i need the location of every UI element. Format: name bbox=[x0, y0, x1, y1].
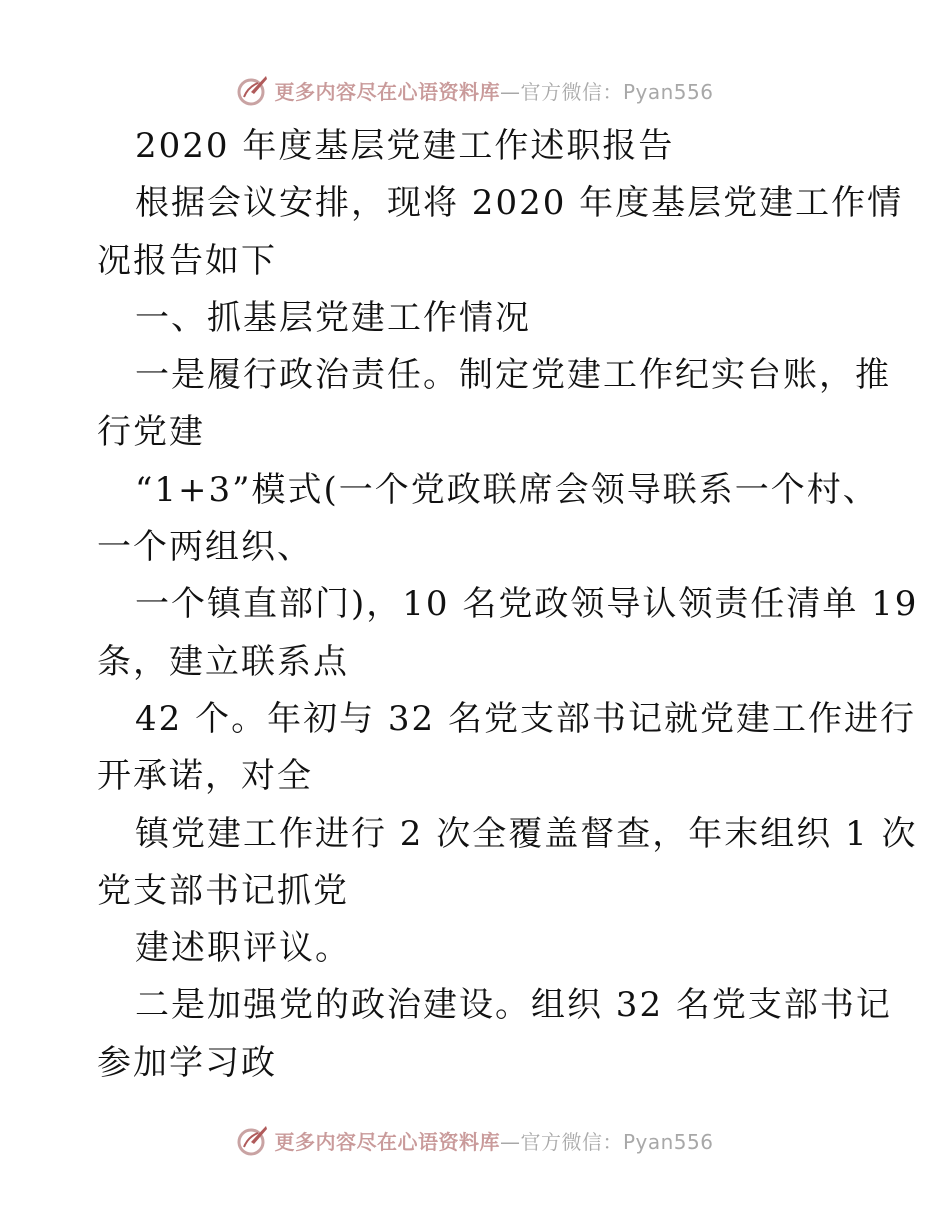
watermark-separator: — bbox=[499, 79, 521, 104]
paragraph-line: 42 个。年初与 32 名党支部书记就党建工作进行 bbox=[135, 698, 916, 739]
watermark-text bbox=[274, 1126, 713, 1155]
quill-logo-icon bbox=[236, 73, 270, 107]
paragraph-line: 条，建立联系点 bbox=[97, 641, 349, 682]
paragraph-line: 一个镇直部门)，10 名党政领导认领责任清单 19 bbox=[135, 584, 919, 625]
watermark-header bbox=[0, 70, 950, 110]
paragraph-line: 参加学习政 bbox=[97, 1042, 277, 1083]
paragraph-line: 党支部书记抓党 bbox=[97, 870, 349, 911]
watermark-separator: — bbox=[499, 1129, 521, 1154]
watermark-contact-text: 官方微信：Pyan556 bbox=[520, 1129, 714, 1154]
watermark-text bbox=[274, 76, 713, 105]
section-heading: 一、抓基层党建工作情况 bbox=[135, 297, 531, 338]
paragraph-line: 根据会议安排，现将 2020 年度基层党建工作情 bbox=[135, 183, 904, 224]
paragraph-line: 一是履行政治责任。制定党建工作纪实台账，推 bbox=[135, 355, 891, 396]
document-body bbox=[97, 118, 919, 1092]
watermark-footer bbox=[0, 1120, 950, 1160]
paragraph-line: 行党建 bbox=[97, 412, 205, 453]
watermark-site-text: 更多内容尽在心语资料库 bbox=[274, 1129, 500, 1154]
paragraph-line: 二是加强党的政治建设。组织 32 名党支部书记 bbox=[135, 985, 892, 1026]
quill-logo-icon bbox=[236, 1123, 270, 1157]
watermark-site-text: 更多内容尽在心语资料库 bbox=[274, 79, 500, 104]
paragraph-line: 开承诺，对全 bbox=[97, 756, 313, 797]
paragraph-line: 建述职评议。 bbox=[135, 928, 351, 969]
doc-title: 2020 年度基层党建工作述职报告 bbox=[135, 126, 675, 166]
paragraph-line: “1+3”模式(一个党政联席会领导联系一个村、 bbox=[135, 469, 879, 510]
paragraph-line: 镇党建工作进行 2 次全覆盖督查，年末组织 1 次 bbox=[135, 813, 918, 854]
paragraph-line: 一个两组织、 bbox=[97, 527, 313, 568]
watermark-contact-text: 官方微信：Pyan556 bbox=[520, 79, 714, 104]
paragraph-line: 况报告如下 bbox=[97, 240, 277, 281]
